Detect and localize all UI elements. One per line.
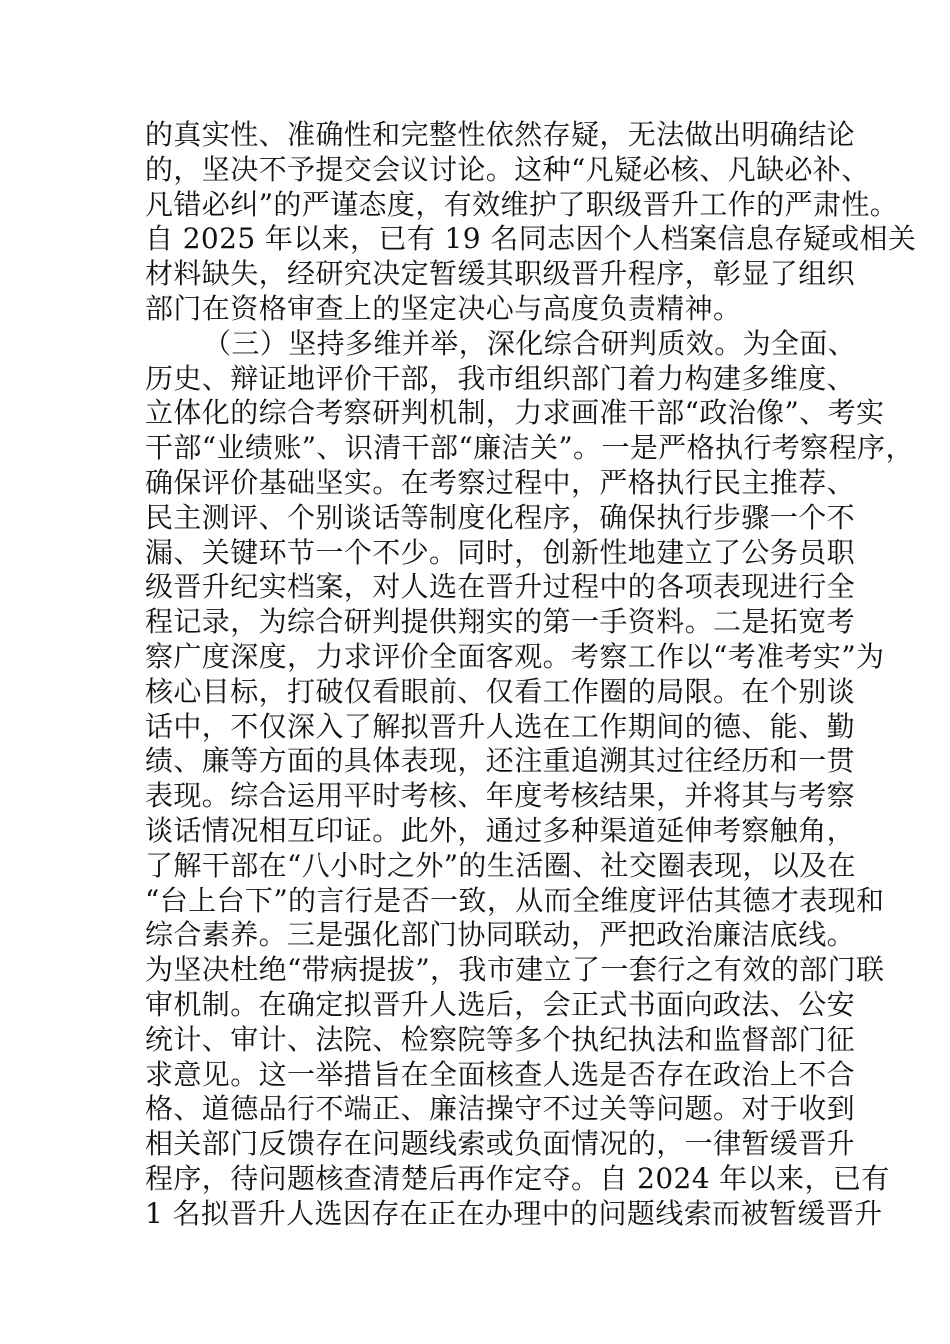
body-text-line: 统计、审计、法院、检察院等多个执纪执法和监督部门征 (145, 1022, 856, 1056)
body-text-line: 表现。综合运用平时考核、年度考核结果，并将其与考察 (145, 779, 856, 813)
body-text-line: 材料缺失，经研究决定暂缓其职级晋升程序，彰显了组织 (145, 257, 856, 291)
body-text-line: 谈话情况相互印证。此外，通过多种渠道延伸考察触角， (145, 814, 856, 847)
body-text-line: 自 2025 年以来，已有 19 名同志因个人档案信息存疑或相关 (145, 222, 917, 256)
body-text-line: 级晋升纪实档案，对人选在晋升过程中的各项表现进行全 (145, 570, 856, 604)
body-text-line: 凡错必纠”的严谨态度，有效维护了职级晋升工作的严肃性。 (145, 187, 899, 221)
body-text-line: 程序，待问题核查清楚后再作定夺。自 2024 年以来，已有 (145, 1162, 890, 1195)
body-text-line: 确保评价基础坚实。在考察过程中，严格执行民主推荐、 (145, 466, 856, 499)
body-text-line: 为坚决杜绝“带病提拔”，我市建立了一套行之有效的部门联 (145, 953, 885, 987)
body-text-line: 的真实性、准确性和完整性依然存疑，无法做出明确结论 (145, 118, 856, 151)
body-text-line: 历史、辩证地评价干部，我市组织部门着力构建多维度、 (145, 361, 856, 395)
body-text-line: 察广度深度，力求评价全面客观。考察工作以“考准考实”为 (145, 640, 885, 673)
body-text-line: 程记录，为综合研判提供翔实的第一手资料。二是拓宽考 (145, 605, 856, 639)
body-text-line: 综合素养。三是强化部门协同联动，严把政治廉洁底线。 (145, 918, 856, 952)
body-text-line: 了解干部在“八小时之外”的生活圈、社交圈表现，以及在 (145, 848, 857, 882)
body-text-line: 审机制。在确定拟晋升人选后，会正式书面向政法、公安 (145, 988, 856, 1021)
body-text-line: 格、道德品行不端正、廉洁操守不过关等问题。对于收到 (145, 1092, 856, 1126)
body-text-line: 核心目标，打破仅看眼前、仅看工作圈的局限。在个别谈 (145, 674, 856, 708)
body-text-line: 绩、廉等方面的具体表现，还注重追溯其过往经历和一贯 (145, 744, 856, 778)
body-text-line: 干部“业绩账”、识清干部“廉洁关”。一是严格执行考察程序， (145, 431, 914, 465)
body-text-line: 民主测评、个别谈话等制度化程序，确保执行步骤一个不 (145, 500, 856, 534)
body-text-line: 话中，不仅深入了解拟晋升人选在工作期间的德、能、勤 (145, 709, 856, 743)
body-text-line: 立体化的综合考察研判机制，力求画准干部“政治像”、考实 (145, 396, 885, 430)
body-text-line: 部门在资格审查上的坚定决心与高度负责精神。 (145, 292, 742, 325)
body-text-line: “台上台下”的言行是否一致，从而全维度评估其德才表现和 (145, 883, 885, 917)
body-text-line: 相关部门反馈存在问题线索或负面情况的，一律暂缓晋升 (145, 1127, 856, 1161)
body-text-line: 漏、关键环节一个不少。同时，创新性地建立了公务员职 (145, 535, 856, 569)
body-text-line: 的，坚决不予提交会议讨论。这种“凡疑必核、凡缺必补、 (145, 152, 870, 186)
section-heading-line: （三）坚持多维并举，深化综合研判质效。为全面、 (203, 326, 857, 360)
body-text-line: 求意见。这一举措旨在全面核查人选是否存在政治上不合 (145, 1057, 856, 1091)
body-text-line: 1 名拟晋升人选因存在正在办理中的问题线索而被暂缓晋升 (145, 1196, 883, 1230)
